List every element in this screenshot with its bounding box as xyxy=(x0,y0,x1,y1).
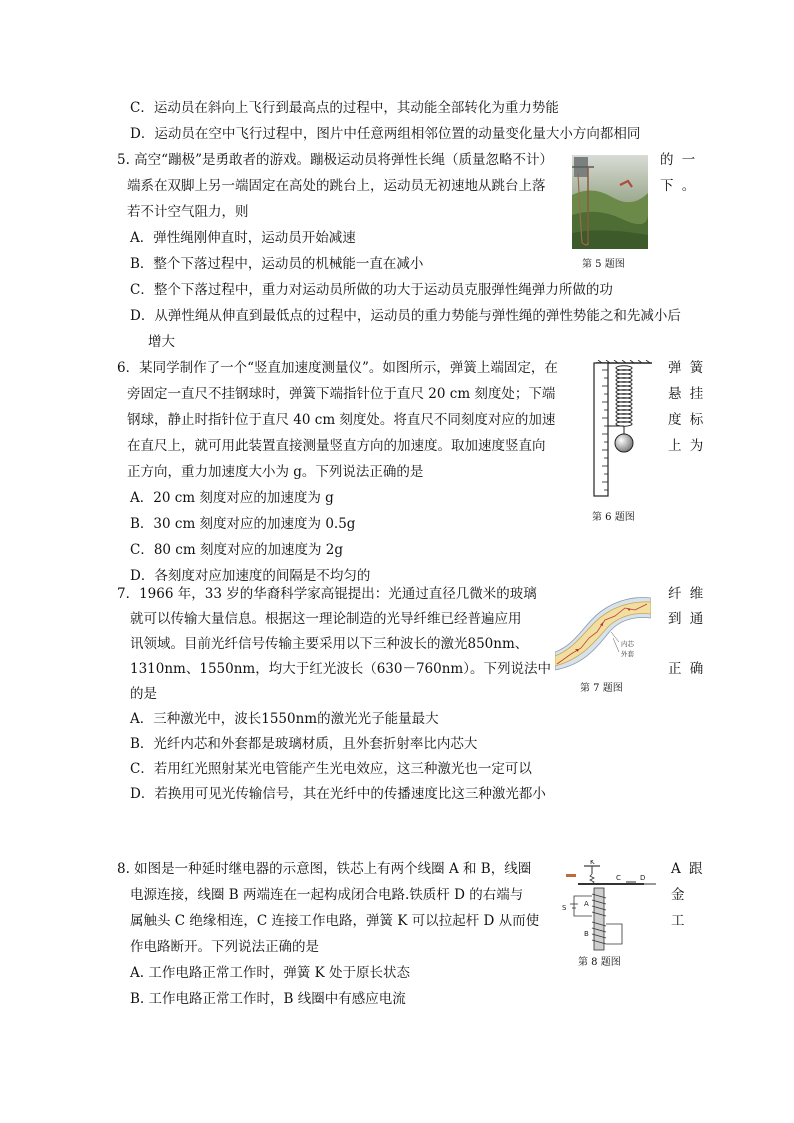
q5-option-c: C．整个下落过程中，重力对运动员所做的功大于运动员克服弹性绳弹力所做的功 xyxy=(130,282,613,298)
q5-stem-line-3: 若不计空气阻力，则 xyxy=(127,204,249,220)
spring-accelerometer-figure xyxy=(588,360,654,500)
q5-option-d-line-1: D．从弹性绳从伸直到最低点的过程中，运动员的重力势能与弹性绳的弹性势能之和先减小后 xyxy=(130,308,681,324)
q6-option-a: A．20 cm 刻度对应的加速度为 g xyxy=(130,490,334,506)
delay-relay-figure xyxy=(560,860,660,952)
figure-6-caption: 第 6 题图 xyxy=(592,512,635,523)
q7-stem-line-2: 就可以传输大量信息。根据这一理论制造的光导纤维已经普遍应用 xyxy=(130,611,522,627)
q8-option-b: B. 工作电路正常工作时，B 线圈中有感应电流 xyxy=(130,991,406,1007)
q5-option-d-line-2: 增大 xyxy=(148,334,175,350)
q7-stem-line-1: 7．1966 年，33 岁的华裔科学家高锟提出：光通过直径几微米的玻璃 xyxy=(117,586,537,602)
q8-stem-line-1: 8. 如图是一种延时继电器的示意图，铁芯上有两个线圈 A 和 B，线圈 xyxy=(117,861,532,877)
q6-stem-line-4-right: 上 为 xyxy=(668,438,706,454)
q7-stem-line-2-right: 到 通 xyxy=(668,611,706,627)
q6-stem-line-5: 正方向，重力加速度大小为 g。下列说法正确的是 xyxy=(127,464,424,480)
q8-stem-line-3-right: 工 xyxy=(671,913,687,929)
q6-stem-line-4: 在直尺上，就可用此装置直接测量竖直方向的加速度。取加速度竖直向 xyxy=(127,438,546,454)
q7-stem-line-1-right: 纤 维 xyxy=(668,586,706,602)
q6-option-b: B．30 cm 刻度对应的加速度为 0.5g xyxy=(130,516,356,532)
q6-stem-line-3-right: 度 标 xyxy=(668,412,706,428)
q7-option-b: B．光纤内芯和外套都是玻璃材质，且外套折射率比内芯大 xyxy=(130,736,478,752)
q7-stem-line-3: 讯领域。目前光纤信号传输主要采用以下三种波长的激光850nm、 xyxy=(130,636,529,652)
q5-option-b: B．整个下落过程中，运动员的机械能一直在减小 xyxy=(130,256,424,272)
relay-label-k: K xyxy=(590,860,595,866)
relay-label-d: D xyxy=(640,874,646,882)
q8-stem-line-2-right: 金 xyxy=(671,887,687,903)
fiber-inner-label: 内芯 xyxy=(621,640,634,648)
q7-option-c: C．若用红光照射某光电管能产生光电效应，这三种激光也一定可以 xyxy=(130,761,532,777)
relay-label-a: A xyxy=(584,900,589,908)
q7-option-a: A．三种激光中，波长1550nm的激光光子能量最大 xyxy=(130,711,439,727)
q8-stem-line-1-right: A 跟 xyxy=(671,861,705,877)
q6-stem-line-2: 旁固定一直尺不挂钢球时，弹簧下端指针位于直尺 20 cm 刻度处；下端 xyxy=(127,386,556,402)
q6-stem-line-3: 钢球，静止时指针位于直尺 40 cm 刻度处。将直尺不同刻度对应的加速 xyxy=(127,412,556,428)
optical-fiber-figure xyxy=(555,592,651,674)
figure-8-caption: 第 8 题图 xyxy=(578,957,621,968)
q6-option-d: D．各刻度对应加速度的间隔是不均匀的 xyxy=(130,568,371,584)
relay-label-s: S xyxy=(562,904,567,912)
q6-option-c: C．80 cm 刻度对应的加速度为 2g xyxy=(130,542,343,558)
q5-stem-line-2: 端系在双脚上另一端固定在高处的跳台上，运动员无初速地从跳台上落 xyxy=(127,178,546,194)
figure-7-caption: 第 7 题图 xyxy=(580,683,623,694)
bungee-photo-figure xyxy=(572,155,648,249)
relay-label-b: B xyxy=(584,930,589,938)
q5-option-a: A．弹性绳刚伸直时，运动员开始减速 xyxy=(130,230,356,246)
q4-option-c: C．运动员在斜向上飞行到最高点的过程中，其动能全部转化为重力势能 xyxy=(130,100,559,116)
q8-stem-line-4: 作电路断开。下列说法正确的是 xyxy=(130,939,319,955)
q5-stem-line-1: 5. 高空“蹦极”是勇敢者的游戏。蹦极运动员将弹性长绳（质量忽略不计） xyxy=(117,152,553,168)
relay-label-c: C xyxy=(616,874,621,882)
q5-stem-line-2-right: 下 。 xyxy=(660,178,698,194)
q7-stem-line-4: 1310nm、1550nm，均大于红光波长（630－760nm）。下列说法中 xyxy=(130,661,551,677)
q7-stem-line-5: 的是 xyxy=(130,686,157,702)
fiber-outer-label: 外套 xyxy=(621,650,634,658)
q8-stem-line-3: 属触头 C 绝缘相连，C 连接工作电路，弹簧 K 可以拉起杆 D 从而使 xyxy=(130,913,540,929)
q7-stem-line-4-right: 正 确 xyxy=(668,661,706,677)
q6-stem-line-1: 6．某同学制作了一个“竖直加速度测量仪”。如图所示，弹簧上端固定，在 xyxy=(117,360,558,376)
q5-stem-line-1-right: 的 一 xyxy=(660,152,698,168)
q4-option-d: D．运动员在空中飞行过程中，图片中任意两组相邻位置的动量变化量大小方向都相同 xyxy=(130,126,641,142)
q8-stem-line-2: 电源连接，线圈 B 两端连在一起构成闭合电路.铁质杆 D 的右端与 xyxy=(130,887,524,903)
q6-stem-line-2-right: 悬 挂 xyxy=(668,386,706,402)
q7-option-d: D．若换用可见光传输信号，其在光纤中的传播速度比这三种激光都小 xyxy=(130,786,546,802)
q6-stem-line-1-right: 弹 簧 xyxy=(668,360,706,376)
figure-5-caption: 第 5 题图 xyxy=(582,259,625,270)
q8-option-a: A. 工作电路正常工作时，弹簧 K 处于原长状态 xyxy=(130,965,410,981)
